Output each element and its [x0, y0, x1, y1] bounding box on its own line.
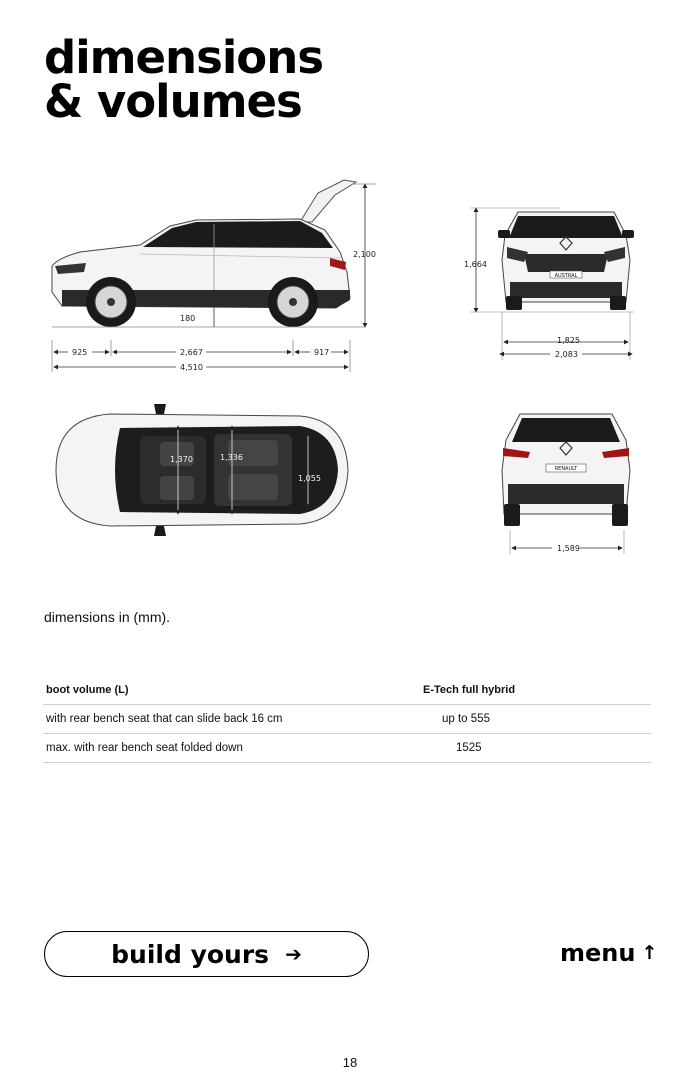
table-cell-volume: up to 555	[420, 705, 651, 734]
menu-label: menu	[560, 939, 636, 967]
dim-front-height: 1,664	[464, 260, 487, 269]
dim-boot-width: 1,055	[298, 474, 321, 483]
dim-interior-width-rear: 1,336	[220, 453, 243, 462]
front-view-car	[498, 212, 634, 310]
build-yours-label: build yours	[111, 939, 270, 969]
table-row	[43, 734, 651, 763]
dim-side-height: 2,100	[353, 250, 376, 259]
page-number: 18	[342, 1055, 358, 1070]
table-header-engine: E-Tech full hybrid	[420, 676, 651, 705]
table-cell-config: max. with rear bench seat folded down	[43, 734, 420, 763]
table-row	[43, 705, 651, 734]
top-view-car	[56, 404, 348, 536]
dim-width: 1,825	[557, 336, 580, 345]
units-note: dimensions in (mm).	[44, 609, 171, 625]
build-yours-button[interactable]	[44, 931, 369, 977]
arrow-up-icon: ↑	[641, 942, 658, 964]
rear-view-car	[502, 414, 630, 526]
table-header-boot-volume: boot volume (L)	[43, 676, 420, 705]
rear-plate: RENAULT	[554, 466, 578, 472]
boot-volume-table	[43, 676, 651, 763]
front-plate: AUSTRAL	[554, 273, 578, 279]
dim-width-mirrors: 2,083	[555, 350, 578, 359]
dim-rear-overhang: 917	[314, 348, 330, 357]
dim-front-overhang: 925	[72, 348, 88, 357]
dim-rear-track: 1,589	[557, 544, 580, 553]
dim-ground-clearance: 180	[180, 314, 196, 323]
page-title-line2: & volumes	[44, 75, 302, 128]
menu-link[interactable]	[560, 939, 657, 967]
table-header-row	[43, 676, 651, 705]
dim-interior-width-front: 1,370	[170, 455, 193, 464]
table-cell-config: with rear bench seat that can slide back 16 cm	[43, 705, 420, 734]
table-cell-volume: 1525	[420, 734, 651, 763]
arrow-right-icon: ➔	[285, 942, 302, 966]
page-title-line1: dimensions	[44, 31, 324, 84]
dim-wheelbase: 2,667	[180, 348, 203, 357]
side-view-car	[52, 180, 356, 327]
dim-length: 4,510	[180, 363, 203, 372]
